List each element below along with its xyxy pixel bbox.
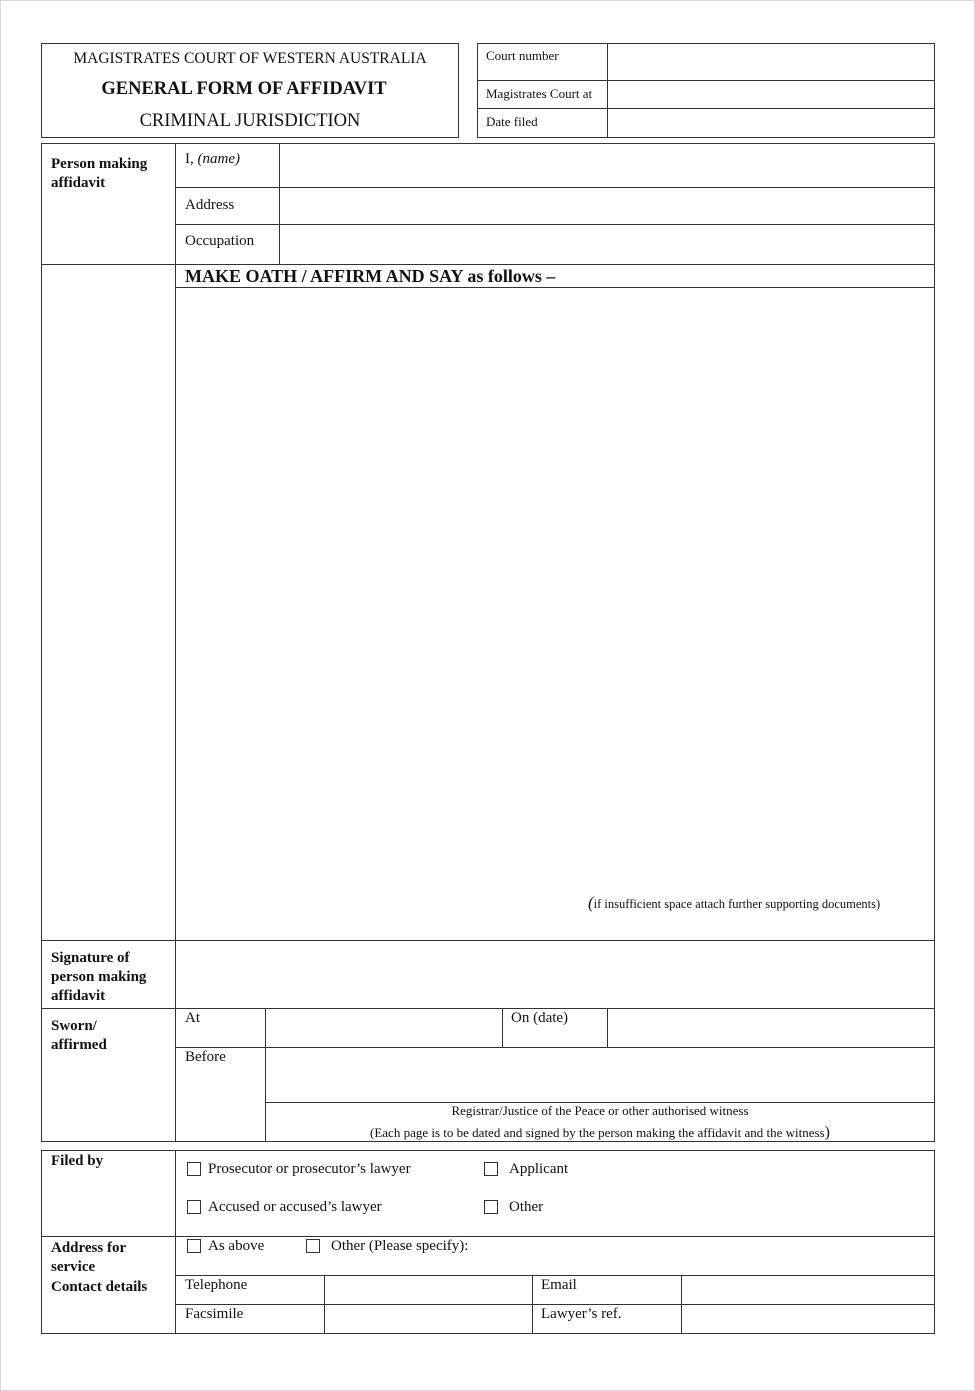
facsimile-label: Facsimile [185, 1306, 244, 1322]
prosecutor-checkbox[interactable] [187, 1162, 201, 1176]
on-date-field[interactable] [608, 1009, 934, 1047]
page-note-close: ) [824, 1124, 830, 1141]
court-number-label: Court number [486, 48, 559, 63]
on-date-label: On (date) [511, 1010, 569, 1026]
court-name: MAGISTRATES COURT OF WESTERN AUSTRALIA [73, 50, 427, 67]
note-text: if insufficient space attach further supporting documents) [593, 897, 881, 911]
telephone-field[interactable] [325, 1276, 532, 1304]
insufficient-space-note [588, 893, 880, 913]
person-section-label: Person making affidavit [51, 156, 148, 191]
name-hint: (name) [197, 151, 240, 167]
note-open-paren: ( [588, 893, 594, 912]
filed-by-label: Filed by [51, 1153, 104, 1169]
contact-details-label: Contact details [51, 1279, 148, 1295]
accused-option-label: Accused or accused’s lawyer [208, 1199, 382, 1215]
address-for-service-label: Address for service [51, 1240, 126, 1275]
date-filed-label: Date filed [486, 114, 538, 129]
as-above-option-label: As above [208, 1238, 265, 1254]
other-filer-option-label: Other [509, 1199, 544, 1215]
signature-section-label: Signature of person making affidavit [51, 950, 147, 1004]
accused-checkbox[interactable] [187, 1200, 201, 1214]
jurisdiction: CRIMINAL JURISDICTION [139, 111, 361, 131]
telephone-label: Telephone [185, 1277, 248, 1293]
applicant-option-label: Applicant [509, 1161, 569, 1177]
sworn-section-label: Sworn/ affirmed [51, 1018, 107, 1053]
before-label: Before [185, 1049, 226, 1065]
address-field[interactable] [280, 188, 934, 224]
at-label: At [185, 1010, 200, 1026]
statement-body-field[interactable] [176, 288, 934, 940]
lawyers-ref-field[interactable] [682, 1305, 934, 1333]
as-above-checkbox[interactable] [187, 1239, 201, 1253]
other-filer-checkbox[interactable] [484, 1200, 498, 1214]
name-prefix: I, [185, 151, 194, 167]
name-field[interactable] [280, 144, 934, 187]
email-label: Email [541, 1277, 577, 1293]
form-title: GENERAL FORM OF AFFIDAVIT [101, 79, 387, 99]
prosecutor-option-label: Prosecutor or prosecutor’s lawyer [208, 1161, 411, 1177]
court-number-field[interactable] [608, 44, 934, 80]
page-note-text: (Each page is to be dated and signed by the person making the affidavit and the witness [370, 1125, 825, 1140]
other-address-checkbox[interactable] [306, 1239, 320, 1253]
other-address-field[interactable] [490, 1237, 934, 1275]
oath-heading: MAKE OATH / AFFIRM AND SAY as follows – [185, 266, 556, 286]
signature-field[interactable] [176, 941, 934, 1008]
occupation-field[interactable] [280, 225, 934, 264]
other-address-option-label: Other (Please specify): [331, 1238, 469, 1254]
email-field[interactable] [682, 1276, 934, 1304]
lawyers-ref-label: Lawyer’s ref. [541, 1306, 622, 1322]
facsimile-field[interactable] [325, 1305, 532, 1333]
address-label: Address [185, 197, 235, 213]
date-filed-field[interactable] [608, 109, 934, 137]
at-field[interactable] [266, 1009, 502, 1047]
magistrates-court-at-label: Magistrates Court at [486, 86, 593, 101]
applicant-checkbox[interactable] [484, 1162, 498, 1176]
witness-caption: Registrar/Justice of the Peace or other authorised witness [451, 1103, 749, 1118]
occupation-label: Occupation [185, 233, 255, 249]
magistrates-court-at-field[interactable] [608, 81, 934, 108]
witness-signature-field[interactable] [266, 1048, 934, 1102]
page-signing-note [265, 1124, 935, 1142]
name-label [185, 151, 240, 168]
